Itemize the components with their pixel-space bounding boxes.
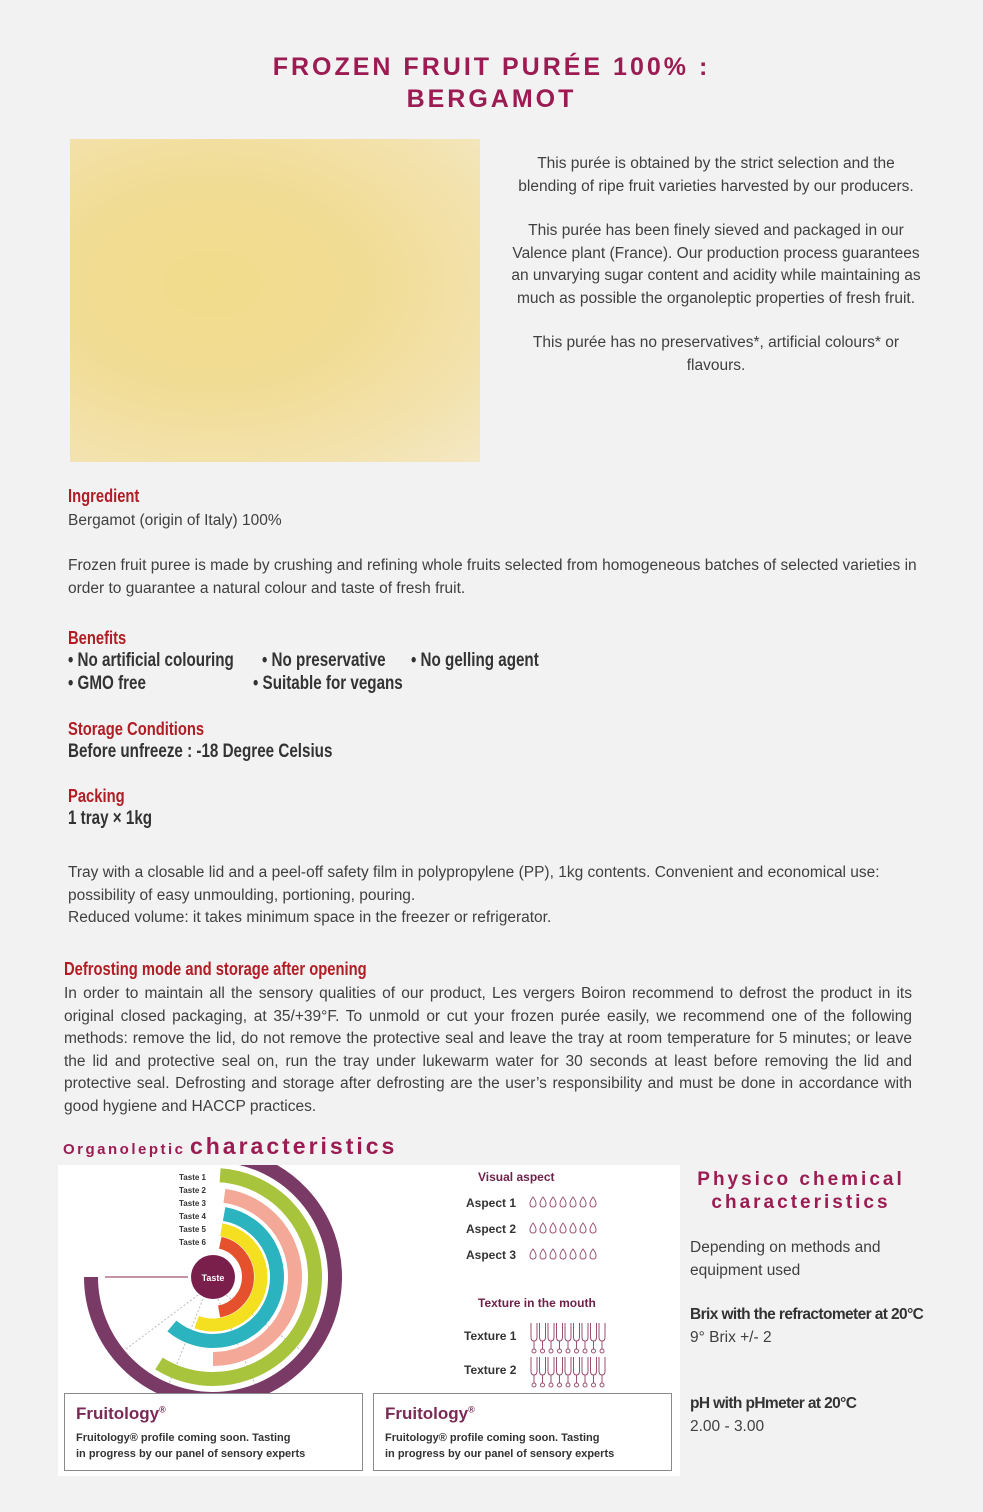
aspect-drop-icon [560,1197,566,1207]
taste-label-4: Taste 4 [179,1212,206,1221]
storage-heading: Storage Conditions [68,719,205,739]
taste-label-6: Taste 6 [179,1238,206,1247]
page-title-line1: FROZEN FRUIT PURÉE 100% : [272,53,711,81]
ph-block [690,1393,930,1438]
aspect-drop-icon [580,1223,586,1233]
ph-label: pH with pHmeter at 20°C [690,1395,857,1412]
aspect-drop-icon [590,1249,596,1259]
taste-label-2: Taste 2 [179,1186,206,1195]
packing-line-2: Reduced volume: it takes minimum space in the freezer or refrigerator. [68,909,552,926]
fruitology-title-1: Fruitology® [76,1404,166,1423]
aspect-drop-icon [570,1223,576,1233]
packing-line-1: Tray with a closable lid and a peel-off safety film in polypropylene (PP), 1kg contents. Convenient and economical use: possibility of easy unmoulding, portioning, pouring. [68,864,880,904]
texture-spoon-icon [540,1323,546,1353]
page-title-line2: BERGAMOT [406,85,577,113]
texture-spoon-icon [548,1323,554,1353]
brix-block [690,1304,925,1349]
brix-label: Brix with the refractometer at 20°C [690,1306,924,1323]
aspect-drop-icon [570,1197,576,1207]
texture-spoon-icon [548,1357,554,1387]
fruitology-desc-2: Fruitology® profile coming soon. Tasting in progress by our panel of sensory experts [385,1432,615,1460]
intro-paragraph-3: This purée has no preservatives*, artificial colours* or flavours. [532,334,900,374]
ingredient-heading: Ingredient [68,486,140,506]
texture-spoon-icon [565,1323,571,1353]
texture-spoon-icon [557,1357,563,1387]
benefit-item-2: • No preservative [262,650,386,671]
aspect-drop-icon [550,1249,556,1259]
aspect-drop-icon [550,1197,556,1207]
texture-spoon-icon [599,1323,605,1353]
aspect-drop-icon [570,1249,576,1259]
physico-title-line1: Physico chemical [697,1169,905,1190]
taste-center-label: Taste [201,1273,225,1283]
taste-label-3: Taste 3 [179,1199,206,1208]
texture-spoon-icon [591,1323,597,1353]
storage-value: Before unfreeze : -18 Degree Celsius [68,741,333,762]
aspect-drop-icon [530,1249,536,1259]
packing-value: 1 tray × 1kg [68,808,153,829]
organoleptic-title-small: Organoleptic [63,1141,186,1158]
aspect-drop-icon [590,1197,596,1207]
physico-title [690,1168,912,1214]
organoleptic-title [63,1133,397,1160]
aspect-label-2: Aspect 2 [466,1222,517,1236]
brix-value: 9° Brix +/- 2 [690,1328,772,1346]
aspect-drop-icon [590,1223,596,1233]
aspect-label-1: Aspect 1 [466,1196,517,1210]
texture-spoon-icon [531,1323,537,1353]
physico-title-line2: characteristics [711,1192,891,1213]
product-photo [70,139,480,462]
texture-spoon-icon [540,1357,546,1387]
physico-note: Depending on methods and equipment used [690,1239,881,1279]
fruitology-box-1 [64,1393,363,1471]
defrosting-heading: Defrosting mode and storage after opening [64,959,367,979]
texture-spoon-icon [582,1357,588,1387]
aspect-drop-icon [550,1223,556,1233]
benefit-item-1: • No artificial colouring [68,650,234,671]
taste-label-5: Taste 5 [179,1225,206,1234]
ph-value: 2.00 - 3.00 [690,1417,765,1435]
organoleptic-title-big: characteristics [189,1133,398,1159]
packing-heading: Packing [68,786,125,806]
ingredient-value: Bergamot (origin of Italy) 100% [68,512,282,529]
aspect-drop-icon [540,1249,546,1259]
aspect-drop-icon [530,1223,536,1233]
texture-spoon-icon [557,1323,563,1353]
intro-paragraph-2: This purée has been finely sieved and packaged in our Valence plant (France). Our production process guarantees an unvarying sugar content and acidity while maintaining as much as possible the organoleptic properties of fresh fruit. [511,222,921,307]
taste-label-1: Taste 1 [179,1173,206,1182]
aspect-label-3: Aspect 3 [466,1248,517,1262]
intro-paragraph-1: This purée is obtained by the strict selection and the blending of ripe fruit varieties harvested by our producers. [518,155,914,195]
aspect-drop-icon [540,1223,546,1233]
texture-spoon-icon [582,1323,588,1353]
texture-spoon-icon [565,1357,571,1387]
fruitology-box-2 [373,1393,672,1471]
texture-heading: Texture in the mouth [478,1296,596,1310]
texture-spoon-icon [599,1357,605,1387]
visual-aspect-heading: Visual aspect [478,1170,555,1184]
texture-label-1: Texture 1 [464,1329,517,1343]
benefit-item-4: • GMO free [68,673,146,694]
intro-text [507,153,925,399]
aspect-drop-icon [560,1249,566,1259]
fruitology-title-2: Fruitology® [385,1404,475,1423]
packing-description [68,862,918,930]
texture-spoon-icon [574,1357,580,1387]
aspect-drop-icon [560,1223,566,1233]
defrosting-text: In order to maintain all the sensory qualities of our product, Les vergers Boiron recommend to defrost the product in its original closed packaging, at 35/+39°F. To unmold or cut your frozen purée easily, we recommend one of the following methods: remove the lid, do not remove the protective seal and leave the tray at room temperature for 5 minutes; or leave the lid and protective seal on, run the tray under lukewarm water for 30 seconds at least before removing the lid and protective seal. Defrosting and storage after defrosting are the user’s responsibility and must be done in accordance with good hygiene and HACCP practices. [64,985,912,1115]
aspect-drop-icon [540,1197,546,1207]
texture-spoon-icon [574,1323,580,1353]
benefit-item-5: • Suitable for vegans [253,673,403,694]
benefit-item-3: • No gelling agent [411,650,539,671]
texture-label-2: Texture 2 [464,1363,517,1377]
aspect-drop-icon [580,1197,586,1207]
fruitology-desc-1: Fruitology® profile coming soon. Tasting in progress by our panel of sensory experts [76,1432,306,1460]
texture-spoon-icon [591,1357,597,1387]
organoleptic-panel [58,1165,680,1476]
ingredient-description: Frozen fruit puree is made by crushing and refining whole fruits selected from homogeneous batches of selected varieties in order to guarantee a natural colour and taste of fresh fruit. [68,557,917,597]
aspect-drop-icon [580,1249,586,1259]
aspect-drop-icon [530,1197,536,1207]
benefits-heading: Benefits [68,628,127,648]
texture-spoon-icon [531,1357,537,1387]
